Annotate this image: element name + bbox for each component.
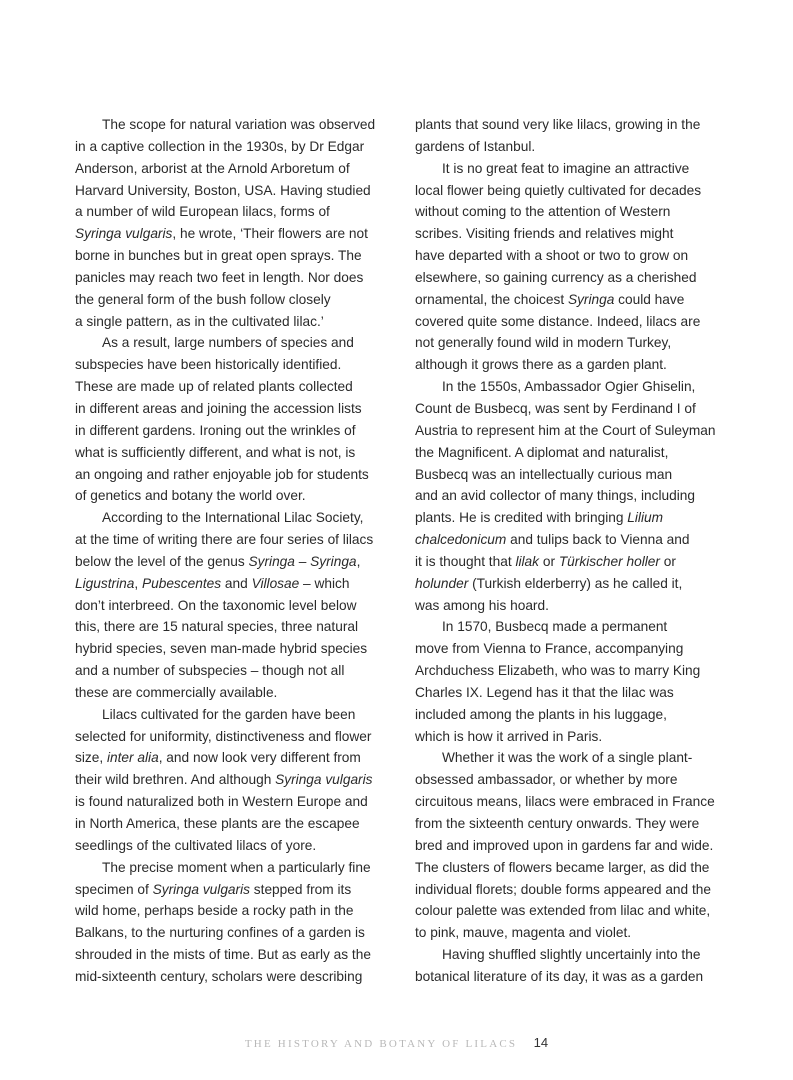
text-line: According to the International Lilac Society, (102, 510, 364, 526)
text-line: gardens of Istanbul. (415, 138, 536, 154)
text-line: have departed with a shoot or two to grow on (415, 248, 689, 264)
text-line: In 1570, Busbecq made a permanent (442, 619, 668, 635)
text-line: in North America, these plants are the escapee (75, 816, 360, 831)
text-line: Count de Busbecq, was sent by Ferdinand I of (415, 400, 696, 416)
text-line: ornamental, the choicest Syringa could have (415, 291, 685, 307)
text-line: scribes. Visiting friends and relatives might (415, 226, 674, 242)
text-line: a number of wild European lilacs, forms of (75, 204, 330, 220)
text-line: individual florets; double forms appeared and the (415, 881, 711, 897)
text-line: was among his hoard. (415, 597, 549, 613)
text-line: don’t interbreed. On the taxonomic level below (75, 597, 357, 613)
text-line: Syringa vulgaris, he wrote, ‘Their flowers are not (75, 226, 368, 242)
text-line: bred and improved upon in gardens far and wide. (415, 837, 714, 853)
text-line: Archduchess Elizabeth, who was to marry King (415, 663, 701, 679)
left-column (75, 114, 393, 988)
page-number: 14 (533, 1035, 549, 1050)
text-line: hybrid species, seven man-made hybrid species (75, 641, 368, 657)
text-line: these are commercially available. (75, 684, 278, 700)
text-line: a single pattern, as in the cultivated lilac.’ (75, 313, 324, 329)
text-line: borne in bunches but in great open sprays. The (75, 248, 362, 264)
right-column (415, 114, 740, 988)
text-line: The scope for natural variation was observed (102, 117, 376, 132)
text-line: it is thought that lilak or Türkischer holler or (415, 553, 676, 569)
text-line: an ongoing and rather enjoyable job for students (75, 466, 369, 482)
text-line: chalcedonicum and tulips back to Vienna and (415, 532, 690, 548)
text-line: Lilacs cultivated for the garden have been (102, 706, 356, 722)
text-line: seedlings of the cultivated lilacs of yore. (75, 837, 317, 853)
text-line: holunder (Turkish elderberry) as he called it, (415, 575, 683, 591)
text-line: included among the plants in his luggage, (415, 706, 667, 722)
text-line: wild home, perhaps beside a rocky path in the (75, 903, 354, 919)
text-line: The precise moment when a particularly fine (102, 859, 371, 875)
text-line: this, there are 15 natural species, three natural (75, 619, 359, 635)
text-line: plants. He is credited with bringing Lilium (415, 510, 664, 526)
text-line: circuitous means, lilacs were embraced in France (415, 794, 715, 810)
text-line: in different areas and joining the accession lists (75, 400, 362, 416)
text-line: in different gardens. Ironing out the wrinkles of (75, 422, 356, 438)
text-line: although it grows there as a garden plant. (415, 357, 667, 373)
text-line: and an avid collector of many things, including (415, 488, 695, 504)
text-line: the general form of the bush follow closely (75, 291, 331, 307)
text-line: Charles IX. Legend has it that the lilac was (415, 684, 674, 700)
text-line: Busbecq was an intellectually curious man (415, 466, 673, 482)
text-line: in a captive collection in the 1930s, by Dr Edgar (75, 138, 365, 154)
text-line: These are made up of related plants collected (75, 379, 353, 395)
text-line: elsewhere, so gaining currency as a cherished (415, 269, 697, 285)
text-line: and a number of subspecies – though not all (75, 663, 345, 679)
text-line: The clusters of flowers became larger, as did the (415, 859, 710, 875)
text-line: Austria to represent him at the Court of Suleyman (415, 422, 716, 438)
text-line: selected for uniformity, distinctiveness and flower (75, 728, 372, 744)
text-line: Ligustrina, Pubescentes and Villosae – which (75, 575, 350, 591)
text-line: specimen of Syringa vulgaris stepped from its (75, 881, 352, 897)
text-line: Having shuffled slightly uncertainly into the (442, 947, 701, 963)
text-line: local flower being quietly cultivated for decades (415, 182, 702, 198)
running-title: THE HISTORY AND BOTANY OF LILACS (244, 1038, 518, 1050)
text-line: mid-sixteenth century, scholars were describing (75, 968, 363, 984)
text-line: It is no great feat to imagine an attractive (442, 160, 690, 176)
text-line: shrouded in the mists of time. But as early as the (75, 947, 371, 963)
text-line: Balkans, to the nurturing confines of a garden is (75, 925, 365, 941)
text-line: their wild brethren. And although Syringa vulgaris (75, 772, 373, 788)
text-line: of genetics and botany the world over. (75, 488, 306, 504)
text-line: Anderson, arborist at the Arnold Arboretum of (75, 160, 350, 176)
text-line: move from Vienna to France, accompanying (415, 641, 684, 657)
page-footer (0, 1034, 793, 1052)
text-line: to pink, mauve, magenta and violet. (415, 925, 632, 941)
text-line: the Magnificent. A diplomat and naturalist, (415, 444, 669, 460)
text-line: below the level of the genus Syringa – Syringa, (75, 553, 361, 569)
text-line: which is how it arrived in Paris. (415, 728, 603, 744)
text-line: covered quite some distance. Indeed, lilacs are (415, 313, 701, 329)
text-line: obsessed ambassador, or whether by more (415, 772, 678, 788)
text-line: As a result, large numbers of species and (102, 335, 354, 351)
text-line: botanical literature of its day, it was as a garden (415, 968, 704, 984)
text-line: colour palette was extended from lilac and white, (415, 903, 711, 919)
text-line: without coming to the attention of Western (415, 204, 671, 220)
text-line: Harvard University, Boston, USA. Having studied (75, 182, 371, 198)
text-line: at the time of writing there are four series of lilacs (75, 532, 374, 548)
text-line: is found naturalized both in Western Europe and (75, 794, 368, 810)
text-line: size, inter alia, and now look very different from (75, 750, 361, 766)
text-line: from the sixteenth century onwards. They were (415, 816, 700, 831)
text-line: panicles may reach two feet in length. Nor does (75, 269, 364, 285)
text-line: what is sufficiently different, and what is not, is (75, 444, 356, 460)
text-line: plants that sound very like lilacs, growing in the (415, 117, 701, 132)
text-line: subspecies have been historically identified. (75, 357, 342, 373)
text-line: not generally found wild in modern Turkey, (415, 335, 672, 351)
text-line: Whether it was the work of a single plant- (442, 750, 693, 766)
text-line: In the 1550s, Ambassador Ogier Ghiselin, (442, 379, 696, 395)
